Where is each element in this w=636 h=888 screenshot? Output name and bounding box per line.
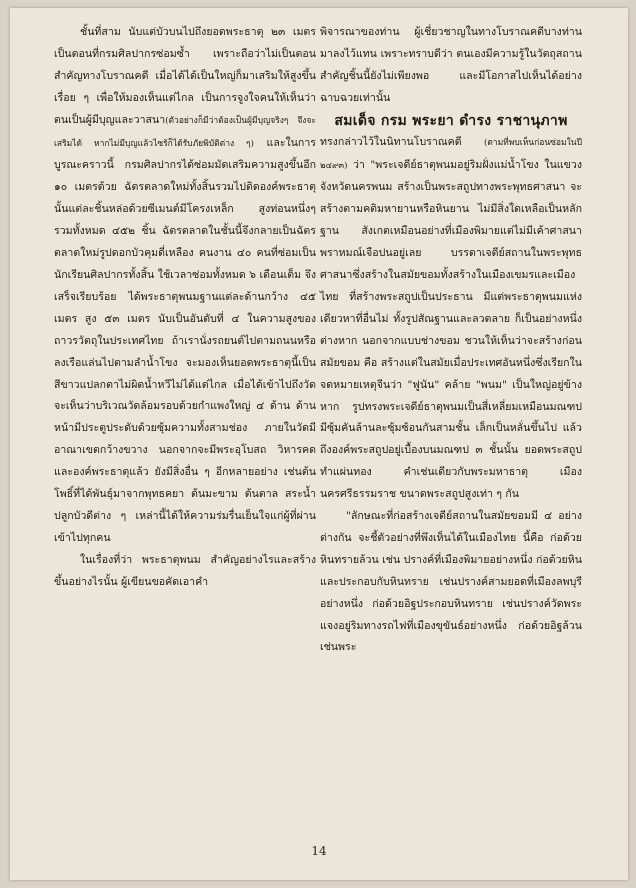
paragraph (320, 132, 582, 506)
parenthetical-note: (ตัวอย่างก็มีว่าต้องเป็นผู้มีบุญจริงๆ จึงจะเสริมได้ หากไม่มีบุญแล้วไซร้ก็ได้รับภัยพิบัติต่าง ๆ) (54, 115, 316, 149)
paragraph: ในเรื่องที่ว่า พระธาตุพนม สำคัญอย่างไรและสร้างขึ้นอย่างไรนั้น ผู้เขียนขอคัดเอาคำ (54, 553, 316, 588)
paragraph-text: ชั้นที่สาม นับแต่บัวบนไปถึงยอดพระธาตุ ๒๓ เมตร เป็นตอนที่กรมศิลปากรซ่อมซ้ำ เพราะถือว่าไม่เป็นตอนสำคัญทางโบราณคดี เมื่อได้ได้เป็นใหญ่ก็มาเสริมให้สูงขึ้นเรื่อย ๆ เพื่อให้มองเห็นแต่ไกล เป็นการจูงใจคนให้เห็นว่าตนเป็นผู้มีบุญและวาสนา (54, 26, 316, 126)
parenthetical-note: (ตามที่พบเห็นก่อนซ่อมในปี ๒๔๙๓) (320, 137, 582, 171)
right-column (320, 22, 582, 659)
section-heading: สมเด็จ กรม พระยา ดำรง ราชานุภาพ (334, 112, 568, 129)
paragraph-text: ว่า "พระเจดีย์ธาตุพนมอยู่ริมฝั่งแม่น้ำโขง ในแขวงจังหวัดนครพนม สร้างเป็นพระสถูปทางพระพุทธศาสนา จะสร้างตามคติมหายานหรือหินยาน ไม่มีสิ่งใดเหลือเป็นหลักฐาน สังเกตเหมือนอย่างที่เมืองพิมายแต่ไม่มีเค้าศาสนาพราหมณ์เจือปนอยู่เลย บรรดาเจดีย์สถานในพระพุทธศาสนาซึ่งสร้างในสมัยขอมทั้งสร้างในเมืองเขมรและเมืองไทย ที่สร้างพระสถูปเป็นประธาน มีแต่พระธาตุพนมแห่งเดียวหาที่อื่นไม่ ทั้งรูปสัณฐานและลวดลาย ก็เป็นอย่างหนึ่งต่างหาก นอกจากแบบช่างขอม ชวนให้เห็นว่าจะสร้างก่อนสมัยขอม คือ สร้างแต่ในสมัยเมื่อประเทศอันหนึ่งซึ่งเรียกในจดหมายเหตุจีนว่า "ฟูนัน" คล้าย "พนม" เป็นใหญ่อยู่ข้างหาก รูปทรงพระเจดีย์ธาตุพนมเป็นสี่เหลี่ยมเหมือนมณฑป มีซุ้มคันล้านละซุ้มซ้อนกันสามชั้น เล็กเป็นหลั่นขึ้นไป แล้วถึงองค์พระสถูปอยู่เบื้องบนมณฑป ๓ ชั้นนั้น ยอดพระสถูปทำแผ่นทอง คำเช่นเดียวกับพระมหาธาตุ เมืองนครศรีธรรมราช ขนาดพระสถูปสูงเท่า ๆ กัน (320, 158, 582, 501)
paragraph (54, 22, 316, 550)
document-page (10, 8, 628, 880)
paragraph: "ลักษณะที่ก่อสร้างเจดีย์สถานในสมัยขอมมี ๔ อย่างต่างกัน จะชี้ตัวอย่างที่พึงเห็นได้ในเมืองไทย นี้คือ ก่อด้วยหินทรายล้วน เช่น ปรางค์ที่เมืองพิมายอย่างหนึ่ง ก่อด้วยหินและประกอบกับหินทราย เช่นปรางค์สามยอดที่เมืองลพบุรีอย่างหนึ่ง ก่อด้วยอิฐประกอบหินทราย เช่นปรางค์วัดพระแจงอยู่ริมทางรถไฟที่เมืองขุขันธ์อย่างหนึ่ง ก่อด้วยอิฐล้วน เช่นพระ (320, 510, 582, 654)
paragraph: พิจารณาของท่าน ผู้เชี่ยวชาญในทางโบราณคดีบางท่านมาลงไว้แทน เพราะทราบดีว่า ตนเองมีความรู้ในวัตถุสถาน สำคัญชิ้นนี้ยังไม่เพียงพอ และมีโอกาสไปเห็นได้อย่างฉาบฉวยเท่านั้น (320, 26, 582, 104)
paragraph-text: ทรงกล่าวไว้ในนิทานโบราณคดี (320, 135, 462, 148)
page-number: 14 (311, 844, 327, 858)
left-column (54, 22, 316, 594)
paragraph-text: และในการบูรณะคราวนี้ กรมศิลปากรได้ซ่อมมัดเสริมความสูงขึ้นอีก ๑๐ เมตรด้วย ฉัตรตลาดใหม่ทั้งสิ้นรวมไปติดองค์พระธาตุนั้นแต่ละชิ้นหล่อด้วยซีเมนต์มีโครงเหล็ก สูงท่อนหนึ่งๆ รวมทั้งหมด ๔๕๒ ชิ้น ฉัตรตลาดในชั้นนี้จึงกลายเป็นฉัตรตลาดใหม่รูปดอกบัวคุมดี่เหลือง คนงาน ๔๐ คนที่ซ่อมเป็นนักเรียนศิลปากรทั้งสิ้น ใช้เวลาซ่อมทั้งหมด ๖ เดือนเต็ม จึงเสร็จเรียบร้อย ได้พระธาตุพนมฐานแต่ละด้านกว้าง ๔๕ เมตร สูง ๕๓ เมตร นับเป็นอันดับที่ ๔ ในความสูงของถาวรวัตถุในประเทศไทย ถ้าเรานั่งรถยนต์ไปตามถนนหรือลงเรือแล่นไปตามลำน้ำโขง จะมองเห็นยอดพระธาตุนี้เป็นสีขาวแปลกตาไม่ผิดน้ำหวีไม่ได้แต่ไกล เมื่อได้เข้าไปถึงวัดจะเห็นว่าบริเวณวัดล้อมรอบด้วยกำแพงใหญ่ ๔ ด้าน ด้านหน้ามีประตูประดับด้วยซุ้มความทั้งสามช่อง ภายในวัดมีอาณาเขตกว้างขวาง นอกจากจะมีพระอุโบสถ วิหารคด และองค์พระธาตุแล้ว ยังมีสิ่งอื่น ๆ อีกหลายอย่าง เช่นต้นโพธิ์ที่ได้พันธุ์มาจากพุทธคยา ต้นมะขาม ต้นตาล สระน้ำปลูกบัวดีต่าง ๆ เหล่านี้ได้ให้ความร่มรื่นเย็นใจแก่ผู้ที่ผ่านเข้าไปทุกคน (54, 136, 316, 544)
